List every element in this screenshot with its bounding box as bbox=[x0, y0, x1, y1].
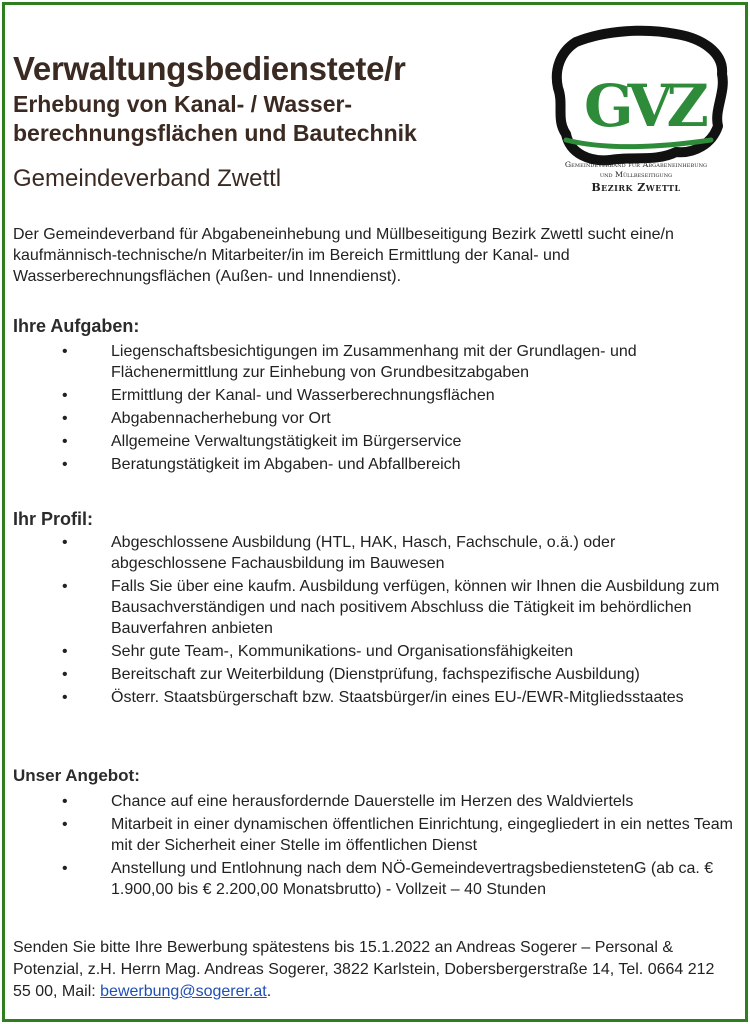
bullet: • bbox=[62, 689, 68, 706]
list-item-text: Abgeschlossene Ausbildung (HTL, HAK, Hasch, Fachschule, o.ä.) oder abgeschlossene Fachausbildung im Bauwesen bbox=[111, 534, 616, 572]
logo-monogram: GVZ bbox=[584, 72, 703, 140]
profil-list bbox=[13, 532, 733, 710]
bullet: • bbox=[62, 456, 68, 473]
list-item bbox=[13, 454, 733, 475]
bullet: • bbox=[62, 793, 68, 810]
list-item bbox=[13, 532, 733, 574]
list-item-text: Österr. Staatsbürgerschaft bzw. Staatsbürger/in eines EU-/EWR-Mitgliedsstaates bbox=[111, 689, 684, 706]
list-item-text: Allgemeine Verwaltungstätigkeit im Bürgerservice bbox=[111, 433, 462, 450]
list-item bbox=[13, 664, 733, 685]
organisation-name: Gemeindeverband Zwettl bbox=[13, 165, 282, 192]
list-item bbox=[13, 858, 733, 900]
list-item bbox=[13, 385, 733, 406]
list-item-text: Beratungstätigkeit im Abgaben- und Abfallbereich bbox=[111, 456, 461, 473]
closing-end: . bbox=[266, 983, 272, 1000]
closing-text: Senden Sie bitte Ihre Bewerbung spätestens bis 15.1.2022 an Andreas Sogerer – Personal & Potenzial, z.H. Herrn Mag. Andreas Sogerer, 3822 Karlstein, Dobersbergerstraße 14, Tel. 0664 212 55 00, Mail: bbox=[13, 939, 715, 1000]
list-item-text: Mitarbeit in einer dynamischen öffentlichen Einrichtung, eingegliedert in ein nettes Team mit der Sicherheit einer Stelle im öffentlichen Dienst bbox=[111, 816, 733, 854]
angebot-heading: Unser Angebot: bbox=[13, 766, 140, 785]
logo-caption-line2: und Müllbeseitigung bbox=[599, 170, 673, 179]
list-item-text: Chance auf eine herausfordernde Dauerstelle im Herzen des Waldviertels bbox=[111, 793, 634, 810]
bullet: • bbox=[62, 343, 68, 360]
list-item bbox=[13, 814, 733, 856]
list-item bbox=[13, 341, 733, 383]
list-item-text: Anstellung und Entlohnung nach dem NÖ-GemeindevertragsbedienstetenG (ab ca. € 1.900,00 bis € 2.200,00 Monatsbrutto) - Vollzeit – 40 Stunden bbox=[111, 860, 714, 898]
logo-caption bbox=[536, 160, 736, 196]
job-subtitle: Erhebung von Kanal- / Wasser-berechnungsflächen und Bautechnik bbox=[13, 91, 417, 146]
angebot-list bbox=[13, 791, 733, 902]
list-item-text: Sehr gute Team-, Kommunikations- und Organisationsfähigkeiten bbox=[111, 643, 574, 660]
logo-swoosh bbox=[566, 140, 711, 147]
bullet: • bbox=[62, 666, 68, 683]
list-item bbox=[13, 791, 733, 812]
list-item-text: Liegenschaftsbesichtigungen im Zusammenhang mit der Grundlagen- und Flächenermittlung zur Einhebung von Grundbesitzabgaben bbox=[111, 343, 637, 381]
list-item bbox=[13, 687, 733, 708]
bullet: • bbox=[62, 816, 68, 833]
list-item bbox=[13, 576, 733, 639]
bullet: • bbox=[62, 410, 68, 427]
list-item-text: Ermittlung der Kanal- und Wasserberechnungsflächen bbox=[111, 387, 495, 404]
list-item bbox=[13, 408, 733, 429]
list-item-text: Abgabennacherhebung vor Ort bbox=[111, 410, 331, 427]
bullet: • bbox=[62, 534, 68, 551]
aufgaben-heading: Ihre Aufgaben: bbox=[13, 316, 140, 336]
list-item bbox=[13, 641, 733, 662]
bullet: • bbox=[62, 860, 68, 877]
job-title: Verwaltungsbedienstete/r bbox=[13, 50, 406, 87]
logo-caption-line1: Gemeindeverband für Abgabeneinhebung bbox=[564, 160, 708, 169]
logo-caption-line3: Bezirk Zwettl bbox=[591, 181, 681, 194]
bullet: • bbox=[62, 643, 68, 660]
list-item bbox=[13, 431, 733, 452]
profil-heading: Ihr Profil: bbox=[13, 509, 93, 529]
email-link[interactable]: bewerbung@sogerer.at bbox=[100, 983, 267, 1000]
intro-paragraph: Der Gemeindeverband für Abgabeneinhebung und Müllbeseitigung Bezirk Zwettl sucht eine/n kaufmännisch-technische/n Mitarbeiter/in im Bereich Ermittlung der Kanal- und Wasserberechnungsflächen (Außen- und Innendienst). bbox=[13, 226, 674, 285]
list-item-text: Falls Sie über eine kaufm. Ausbildung verfügen, können wir Ihnen die Ausbildung zum Bausachverständigen und nach positivem Abschluss die Tätigkeit im behördlichen Bauverfahren anbieten bbox=[111, 578, 720, 637]
bullet: • bbox=[62, 387, 68, 404]
closing-paragraph bbox=[13, 937, 733, 1003]
aufgaben-list bbox=[13, 341, 733, 477]
list-item-text: Bereitschaft zur Weiterbildung (Dienstprüfung, fachspezifische Ausbildung) bbox=[111, 666, 640, 683]
bullet: • bbox=[62, 433, 68, 450]
bullet: • bbox=[62, 578, 68, 595]
